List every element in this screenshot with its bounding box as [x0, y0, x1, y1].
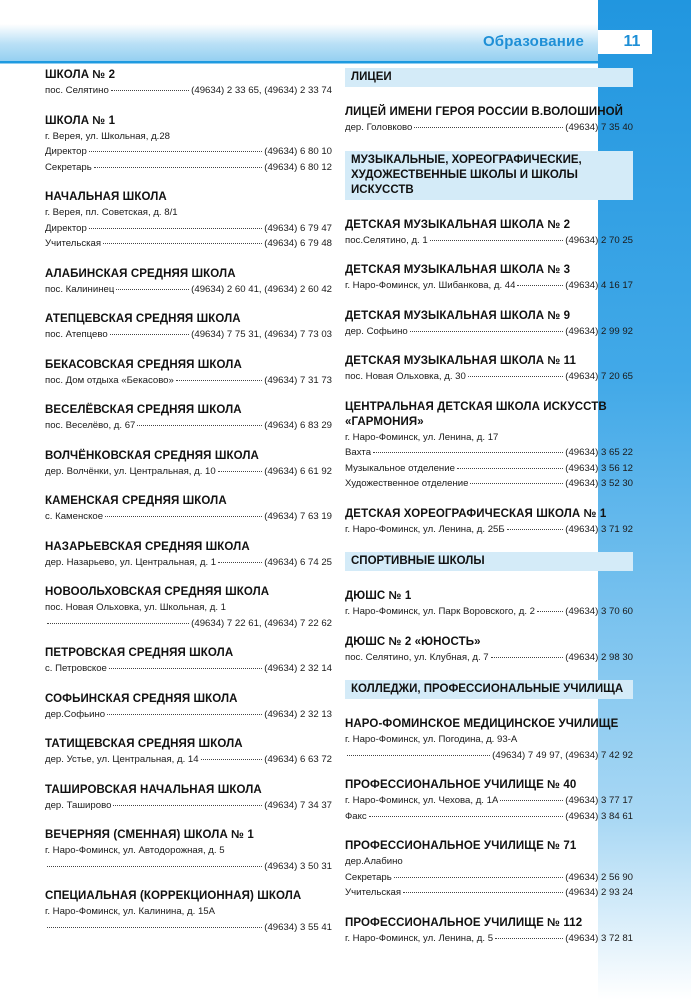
contact-label: Художественное отделение [345, 478, 469, 489]
contact-label: Вахта [345, 447, 372, 458]
dot-leader [94, 159, 262, 168]
entry-name: АЛАБИНСКАЯ СРЕДНЯЯ ШКОЛА [45, 267, 236, 280]
entry-name: ШКОЛА № 2 [45, 69, 116, 81]
dot-leader [105, 508, 262, 517]
header-band [0, 0, 691, 64]
dot-leader [113, 797, 262, 806]
entry-name: ДЕТСКАЯ МУЗЫКАЛЬНАЯ ШКОЛА № 9 [345, 309, 571, 322]
dot-leader [369, 808, 564, 817]
entry-name: ДЕТСКАЯ ХОРЕОГРАФИЧЕСКАЯ ШКОЛА № 1 [345, 507, 607, 520]
contact-label: Секретарь [345, 871, 392, 883]
entry-address: г. Наро-Фоминск, ул. Ленина, д. 17 [345, 431, 499, 443]
dot-leader [457, 460, 563, 469]
dot-leader [414, 119, 563, 128]
dot-leader [491, 649, 564, 658]
phone-number: (49634) 7 22 61, (49634) 7 22 62 [191, 617, 332, 629]
entry-name: ВЕЧЕРНЯЯ (СМЕННАЯ) ШКОЛА № 1 [45, 829, 254, 841]
dot-leader [47, 615, 189, 624]
dot-leader [137, 417, 262, 426]
entry-name: ПРОФЕССИОНАЛЬНОЕ УЧИЛИЩЕ № 40 [345, 779, 577, 791]
contact-label: г. Наро-Фоминск, ул. Парк Воровского, д. 2 [345, 606, 535, 617]
entry-name: ДЮШС № 2 «ЮНОСТЬ» [345, 635, 481, 648]
directory-entry [45, 737, 332, 768]
contact-line [345, 793, 633, 809]
contact-label: дер.Софьино [45, 708, 106, 720]
directory-entry [345, 263, 633, 294]
phone-number: (49634) 2 56 90 [565, 871, 633, 883]
entry-name: ВОЛЧЁНКОВСКАЯ СРЕДНЯЯ ШКОЛА [45, 449, 259, 462]
directory-entry [45, 889, 332, 935]
contact-line [45, 464, 332, 480]
entry-name: НОВООЛЬХОВСКАЯ СРЕДНЯЯ ШКОЛА [45, 586, 270, 598]
dot-leader [394, 869, 563, 878]
directory-entry [345, 105, 633, 136]
directory-entry [45, 783, 332, 814]
contact-label: дер. Волчёнки, ул. Центральная, д. 10 [45, 465, 216, 477]
directory-entry [345, 400, 633, 492]
dot-leader [47, 858, 262, 867]
contact-label: дер. Головково [345, 122, 413, 133]
phone-number: (49634) 6 74 25 [264, 556, 332, 568]
contact-label: пос. Новая Ольховка, д. 30 [345, 371, 466, 382]
directory-entry [345, 778, 633, 824]
contact-line [345, 461, 633, 477]
phone-number: (49634) 2 98 30 [565, 651, 633, 663]
entry-name: ЦЕНТРАЛЬНАЯ ДЕТСКАЯ ШКОЛА ИСКУССТВ «ГАРМОНИЯ» [345, 400, 607, 428]
contact-line [345, 809, 633, 825]
contact-label: пос.Селятино, д. 1 [345, 234, 428, 246]
entry-name: СОФЬИНСКАЯ СРЕДНЯЯ ШКОЛА [45, 692, 238, 705]
contact-line [345, 931, 633, 947]
dot-leader [470, 475, 563, 484]
dot-leader [47, 919, 262, 928]
contact-line [345, 445, 633, 461]
dot-leader [218, 554, 262, 563]
contact-label: пос. Дом отдыха «Бекасово» [45, 374, 174, 386]
contact-line [45, 920, 332, 936]
dot-leader [403, 884, 563, 893]
phone-number: (49634) 7 49 97, (49634) 7 42 92 [492, 749, 633, 761]
phone-number: (49634) 4 16 17 [565, 280, 633, 291]
directory-entry [345, 839, 633, 901]
directory-entry [45, 828, 332, 874]
entry-name: АТЕПЦЕВСКАЯ СРЕДНЯЯ ШКОЛА [45, 313, 241, 325]
dot-leader [176, 372, 262, 381]
dot-leader [495, 930, 563, 939]
page-number: 11 [612, 30, 652, 54]
entry-name: ДЮШС № 1 [345, 590, 412, 602]
entry-name: ДЕТСКАЯ МУЗЫКАЛЬНАЯ ШКОЛА № 11 [345, 355, 577, 367]
contact-label: Учительская [345, 887, 402, 898]
category-heading: СПОРТИВНЫЕ ШКОЛЫ [345, 552, 633, 571]
category-heading: МУЗЫКАЛЬНЫЕ, ХОРЕОГРАФИЧЕСКИЕ, ХУДОЖЕСТВЕННЫЕ ШКОЛЫ И ШКОЛЫ ИСКУССТВ [345, 151, 633, 200]
directory-entry [45, 267, 332, 298]
phone-number: (49634) 2 60 41, (49634) 2 60 42 [191, 283, 332, 295]
contact-label: г. Наро-Фоминск, ул. Шибанкова, д. 44 [345, 280, 516, 291]
entry-name: ТАТИЩЕВСКАЯ СРЕДНЯЯ ШКОЛА [45, 738, 243, 750]
dot-leader [103, 235, 262, 244]
phone-number: (49634) 3 52 30 [565, 478, 633, 489]
dot-leader [517, 277, 563, 286]
contact-line [45, 418, 332, 434]
entry-address: пос. Новая Ольховка, ул. Школьная, д. 1 [45, 602, 227, 613]
dot-leader [373, 444, 563, 453]
contact-line [45, 661, 332, 677]
category-heading: ЛИЦЕИ [345, 68, 633, 87]
left-column [45, 68, 332, 950]
contact-line [45, 327, 332, 343]
contact-label: г. Наро-Фоминск, ул. Ленина, д. 5 [345, 932, 494, 944]
contact-label: пос. Селятино, ул. Клубная, д. 7 [345, 651, 489, 663]
contact-line [45, 555, 332, 571]
phone-number: (49634) 7 63 19 [264, 511, 332, 522]
contact-label: дер. Таширово [45, 799, 112, 811]
contact-line [45, 160, 332, 176]
entry-name: НАЗАРЬЕВСКАЯ СРЕДНЯЯ ШКОЛА [45, 540, 250, 553]
contact-line [45, 373, 332, 389]
contact-line [45, 707, 332, 723]
contact-line [45, 752, 332, 768]
phone-number: (49634) 6 61 92 [264, 465, 332, 477]
contact-label: Секретарь [45, 161, 92, 173]
phone-number: (49634) 7 34 37 [264, 799, 332, 811]
contact-line [345, 748, 633, 764]
phone-number: (49634) 2 32 14 [264, 663, 332, 674]
contact-label: Директор [45, 146, 87, 157]
contact-line [345, 870, 633, 886]
phone-number: (49634) 3 77 17 [565, 795, 633, 806]
directory-entry [45, 540, 332, 571]
entry-name: ДЕТСКАЯ МУЗЫКАЛЬНАЯ ШКОЛА № 3 [345, 264, 571, 276]
contact-line [45, 236, 332, 252]
directory-entry [45, 114, 332, 176]
dot-leader [109, 660, 262, 669]
contact-line [45, 221, 332, 237]
entry-name: ЛИЦЕЙ ИМЕНИ ГЕРОЯ РОССИИ В.ВОЛОШИНОЙ [345, 106, 624, 118]
directory-entry [345, 589, 633, 620]
contact-line [45, 282, 332, 298]
directory-entry [45, 692, 332, 723]
entry-name: ДЕТСКАЯ МУЗЫКАЛЬНАЯ ШКОЛА № 2 [345, 218, 571, 231]
dot-leader [500, 792, 563, 801]
directory-entry [345, 218, 633, 249]
directory-entry [45, 403, 332, 434]
entry-name: ТАШИРОВСКАЯ НАЧАЛЬНАЯ ШКОЛА [45, 783, 262, 796]
directory-entry [345, 916, 633, 947]
contact-label: Факс [345, 810, 367, 822]
phone-number: (49634) 3 55 41 [264, 921, 332, 933]
contact-line [45, 798, 332, 814]
contact-line [345, 522, 633, 538]
contact-line [345, 604, 633, 620]
contact-line [345, 278, 633, 294]
directory-entry [45, 449, 332, 480]
contact-label: дер. Назарьево, ул. Центральная, д. 1 [45, 556, 217, 568]
entry-address: г. Наро-Фоминск, ул. Автодорожная, д. 5 [45, 845, 225, 856]
contact-label: г. Наро-Фоминск, ул. Ленина, д. 25Б [345, 523, 505, 535]
dot-leader [201, 751, 263, 760]
contact-label: г. Наро-Фоминск, ул. Чехова, д. 1А [345, 795, 499, 806]
dot-leader [111, 82, 189, 91]
contact-line [345, 120, 633, 136]
phone-number: (49634) 2 99 92 [565, 325, 633, 337]
entry-address: г. Верея, ул. Школьная, д.28 [45, 130, 171, 142]
contact-line [345, 650, 633, 666]
contact-line [345, 369, 633, 385]
contact-label: с. Каменское [45, 511, 104, 522]
contact-label: с. Петровское [45, 663, 107, 674]
directory-entry [45, 646, 332, 677]
dot-leader [468, 368, 563, 377]
directory-entry [345, 309, 633, 340]
directory-entry [45, 68, 332, 99]
entry-name: ШКОЛА № 1 [45, 114, 116, 127]
directory-entry [45, 312, 332, 343]
contact-label: Директор [45, 222, 87, 234]
contact-line [45, 859, 332, 875]
phone-number: (49634) 6 83 29 [264, 420, 332, 431]
entry-name: ПРОФЕССИОНАЛЬНОЕ УЧИЛИЩЕ № 112 [345, 916, 583, 929]
phone-number: (49634) 6 80 10 [264, 146, 332, 157]
contact-label: дер. Софьино [345, 325, 408, 337]
directory-entry [45, 494, 332, 525]
phone-number: (49634) 3 70 60 [565, 606, 633, 617]
contact-line [345, 324, 633, 340]
dot-leader [537, 603, 563, 612]
contact-label: дер. Устье, ул. Центральная, д. 14 [45, 754, 199, 765]
directory-entry [45, 585, 332, 631]
contact-line [45, 509, 332, 525]
category-heading: КОЛЛЕДЖИ, ПРОФЕССИОНАЛЬНЫЕ УЧИЛИЩА [345, 680, 633, 699]
entry-name: ВЕСЕЛЁВСКАЯ СРЕДНЯЯ ШКОЛА [45, 404, 242, 416]
phone-number: (49634) 2 32 13 [264, 708, 332, 720]
phone-number: (49634) 7 35 40 [565, 122, 633, 133]
phone-number: (49634) 3 71 92 [565, 523, 633, 535]
phone-number: (49634) 6 80 12 [264, 161, 332, 173]
phone-number: (49634) 2 70 25 [565, 234, 633, 246]
phone-number: (49634) 3 56 12 [565, 462, 633, 474]
dot-leader [89, 220, 262, 229]
right-column [345, 68, 633, 961]
phone-number: (49634) 3 50 31 [264, 860, 332, 872]
entry-name: НАЧАЛЬНАЯ ШКОЛА [45, 191, 167, 203]
dot-leader [410, 323, 564, 332]
dot-leader [107, 706, 262, 715]
dot-leader [110, 326, 189, 335]
phone-number: (49634) 7 75 31, (49634) 7 73 03 [191, 329, 332, 340]
contact-label: Музыкальное отделение [345, 462, 455, 474]
entry-address: г. Наро-Фоминск, ул. Погодина, д. 93-А [345, 734, 518, 745]
directory-entry [345, 717, 633, 763]
phone-number: (49634) 3 65 22 [565, 447, 633, 458]
entry-address: дер.Алабино [345, 856, 403, 867]
entry-name: ПРОФЕССИОНАЛЬНОЕ УЧИЛИЩЕ № 71 [345, 840, 577, 852]
contact-label: пос. Калининец [45, 283, 115, 295]
contact-line [345, 233, 633, 249]
phone-number: (49634) 7 31 73 [264, 374, 332, 386]
entry-name: ПЕТРОВСКАЯ СРЕДНЯЯ ШКОЛА [45, 647, 234, 659]
phone-number: (49634) 3 84 61 [565, 810, 633, 822]
contact-label: пос. Веселёво, д. 67 [45, 420, 136, 431]
directory-entry [45, 358, 332, 389]
contact-line [45, 616, 332, 632]
phone-number: (49634) 6 63 72 [264, 754, 332, 765]
section-title: Образование [482, 33, 584, 50]
phone-number: (49634) 2 33 65, (49634) 2 33 74 [191, 85, 332, 96]
contact-label: Учительская [45, 238, 102, 249]
directory-entry [345, 354, 633, 385]
dot-leader [430, 232, 564, 241]
contact-line [45, 144, 332, 160]
contact-line [345, 476, 633, 492]
directory-entry [345, 635, 633, 666]
dot-leader [347, 747, 490, 756]
directory-entry [45, 190, 332, 252]
dot-leader [89, 143, 262, 152]
entry-name: НАРО-ФОМИНСКОЕ МЕДИЦИНСКОЕ УЧИЛИЩЕ [345, 718, 619, 730]
dot-leader [116, 281, 189, 290]
entry-address: г. Верея, пл. Советская, д. 8/1 [45, 207, 178, 218]
directory-entry [345, 507, 633, 538]
phone-number: (49634) 3 72 81 [565, 932, 633, 944]
entry-name: КАМЕНСКАЯ СРЕДНЯЯ ШКОЛА [45, 495, 227, 507]
phone-number: (49634) 7 20 65 [565, 371, 633, 382]
contact-label: пос. Атепцево [45, 329, 108, 340]
header-rule [0, 61, 598, 63]
contact-line [45, 83, 332, 99]
dot-leader [218, 463, 263, 472]
phone-number: (49634) 6 79 48 [264, 238, 332, 249]
contact-line [345, 885, 633, 901]
phone-number: (49634) 6 79 47 [264, 222, 332, 234]
entry-address: г. Наро-Фоминск, ул. Калинина, д. 15А [45, 906, 216, 917]
contact-label: пос. Селятино [45, 85, 109, 96]
entry-name: СПЕЦИАЛЬНАЯ (КОРРЕКЦИОННАЯ) ШКОЛА [45, 890, 302, 902]
page-tab-notch [598, 30, 612, 54]
entry-name: БЕКАСОВСКАЯ СРЕДНЯЯ ШКОЛА [45, 358, 242, 371]
phone-number: (49634) 2 93 24 [565, 887, 633, 898]
dot-leader [507, 521, 564, 530]
